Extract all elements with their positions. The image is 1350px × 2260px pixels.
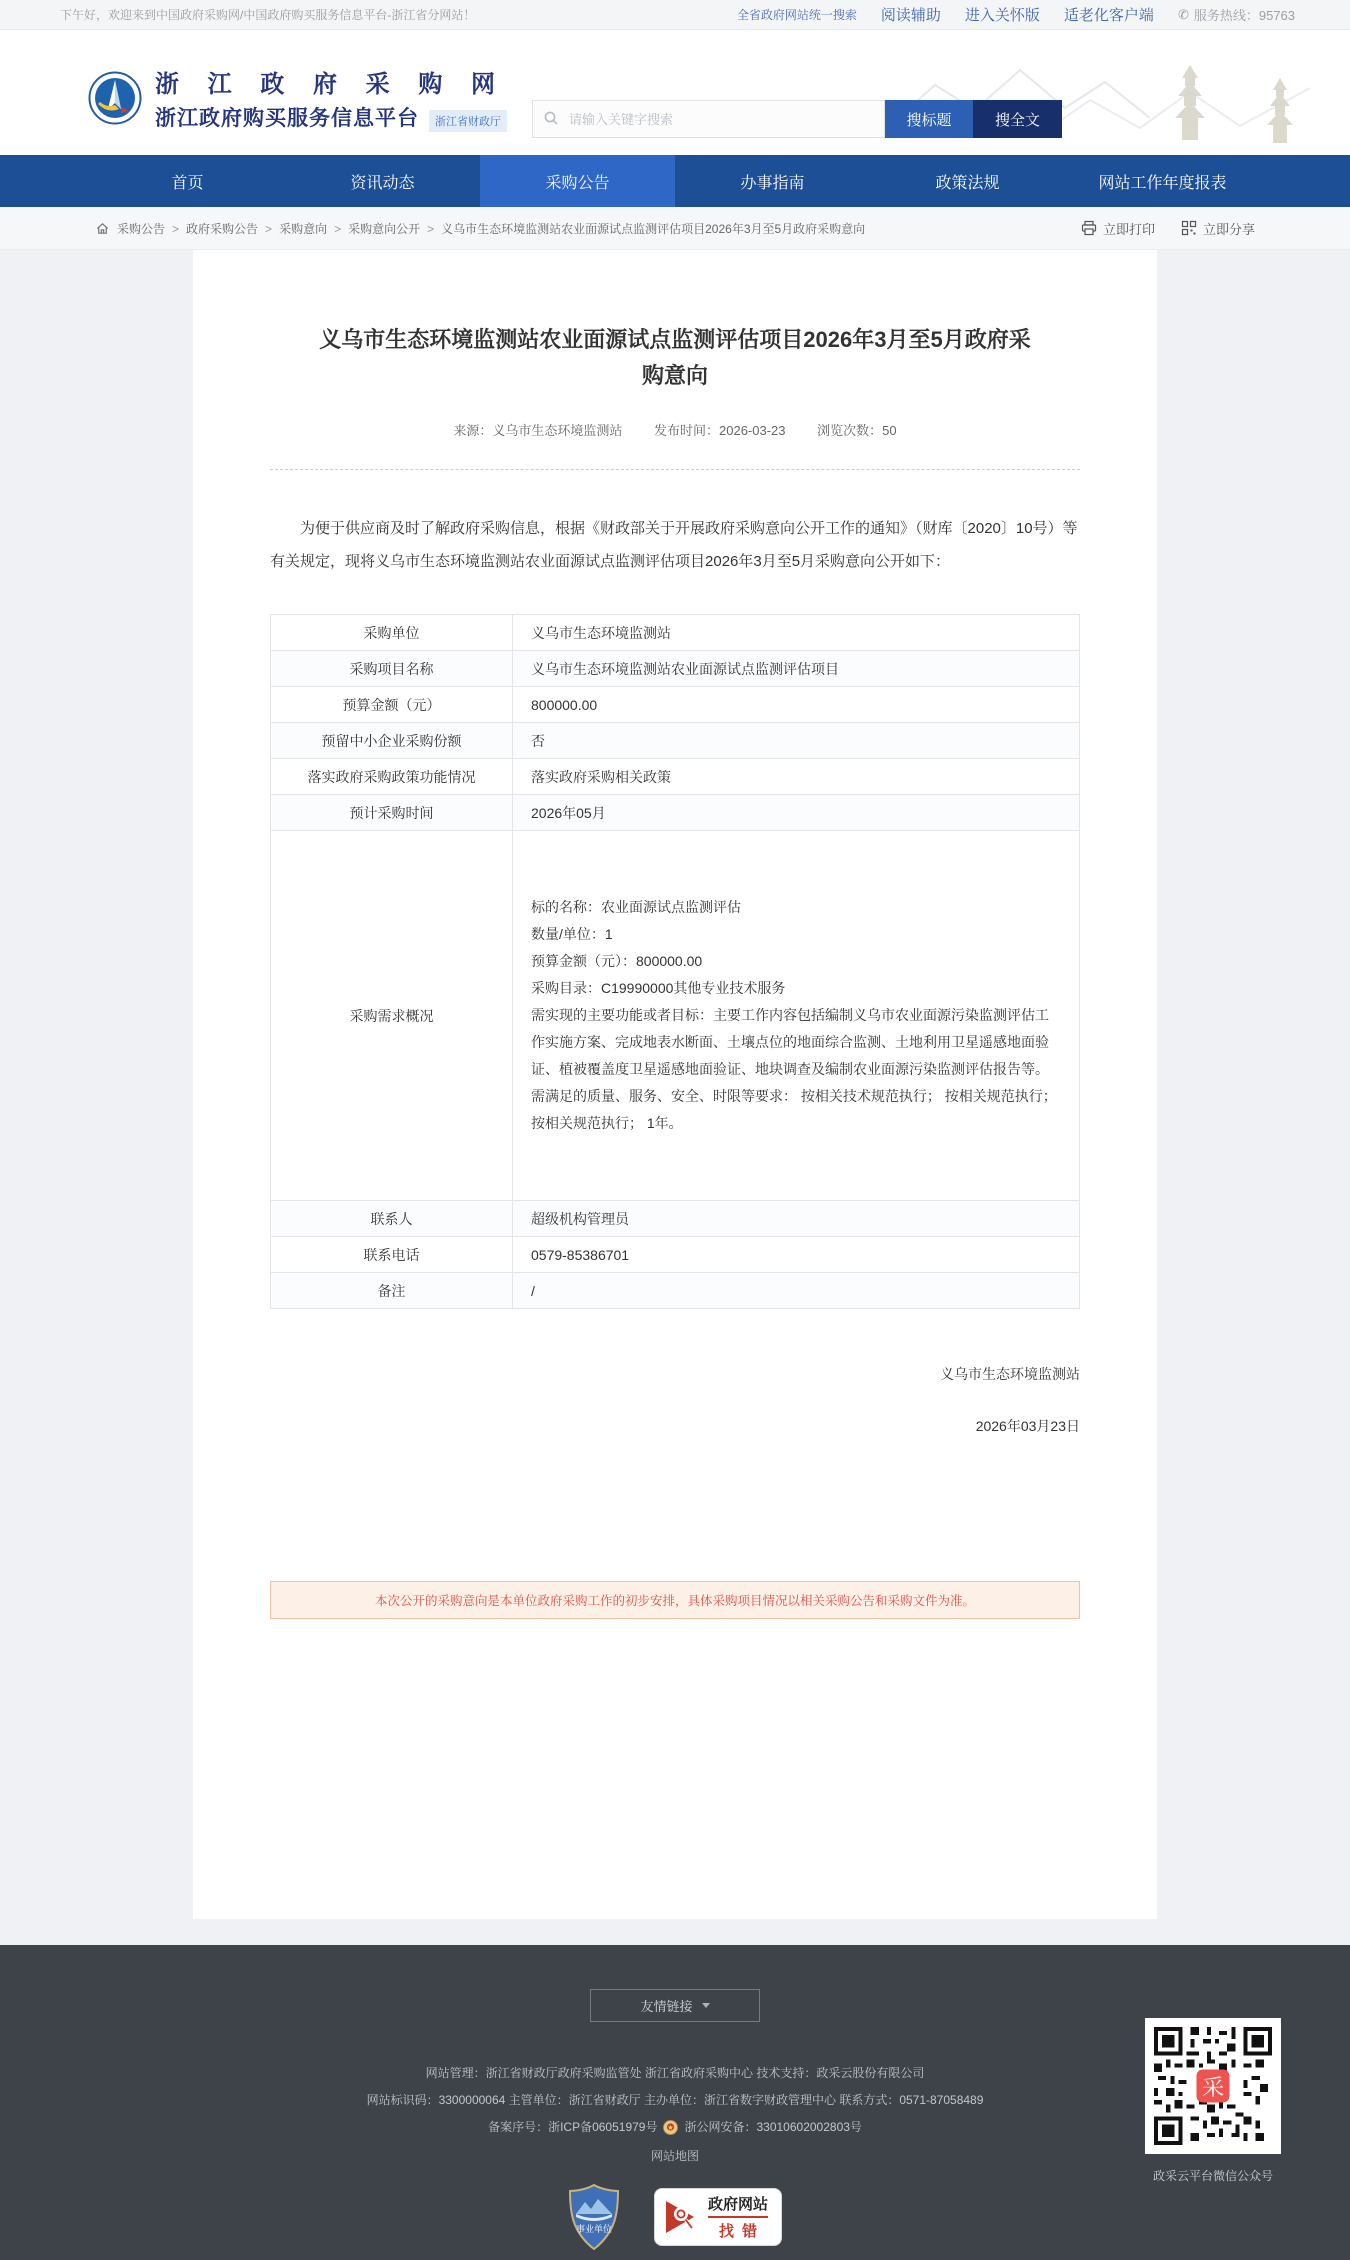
- search-title-button[interactable]: 搜标题: [885, 100, 973, 138]
- article-meta: [270, 420, 1080, 439]
- table-row: 联系人 超级机构管理员: [271, 1201, 1080, 1237]
- icp-number: 备案序号：浙ICP备06051979号: [488, 2120, 658, 2134]
- wechat-qr-code: [1145, 2018, 1281, 2154]
- demand-line: 数量/单位：1: [531, 926, 613, 942]
- meta-views: 浏览次数：50: [817, 423, 897, 438]
- site-name: 浙 江 政 府 采 购 网: [155, 71, 507, 98]
- footer-management-line: 网站管理：浙江省财政厅政府采购监管处 浙江省政府采购中心 技术支持：政采云股份有限公司: [425, 2066, 925, 2080]
- unified-search-link[interactable]: 全省政府网站统一搜索: [736, 8, 857, 22]
- demand-line: 需满足的质量、服务、安全、时限等要求： 按相关技术规范执行； 按相关规范执行； 按相关规范执行； 1年。: [531, 1088, 1057, 1131]
- search-fulltext-button[interactable]: 搜全文: [973, 100, 1062, 138]
- search-input[interactable]: [532, 100, 885, 138]
- meta-source: 来源：义乌市生态环境监测站: [453, 423, 623, 438]
- procurement-table: [270, 614, 1080, 1309]
- table-row-demand: 采购需求概况 标的名称：农业面源试点监测评估 数量/单位：1 预算金额（元）：800000.00 采购目录：C19990000其他专业技术服务 需实现的主要功能或者目标：主要工作内容包括编制义乌市农业面源污染监测评估工作实施方案、完成地表水断面、土壤点位的地面综合监测、土地利用卫星遥感地面验证、植被覆盖度卫星遥感地面验证、地块调查及编制农业面源污染监测评估报告等。 需满足的质量、服务、安全、时限等要求： 按相关技术规范执行； 按相关规范执行； 按相关规范执行； 1年。: [271, 831, 1080, 1201]
- printer-icon: [1081, 220, 1097, 236]
- table-row: 预算金额（元） 800000.00: [271, 687, 1080, 723]
- sitemap-link[interactable]: 网站地图: [650, 2149, 699, 2163]
- dashed-divider: [270, 469, 1080, 470]
- gov-site-error-report-badge[interactable]: [654, 2188, 782, 2246]
- svg-text:采: 采: [1201, 2074, 1225, 2101]
- nav-item-news[interactable]: 资讯动态: [350, 174, 415, 192]
- qr-caption: 政采云平台微信公众号: [1152, 2169, 1273, 2183]
- crumb-current-page: 义乌市生态环境监测站农业面源试点监测评估项目2026年3月至5月政府采购意向: [441, 221, 866, 236]
- print-button[interactable]: 立即打印: [1081, 219, 1155, 238]
- site-header: [0, 30, 1350, 155]
- demand-line: 需实现的主要功能或者目标：主要工作内容包括编制义乌市农业面源污染监测评估工作实施方案、完成地表水断面、土壤点位的地面综合监测、土地利用卫星遥感地面验证、植被覆盖度卫星遥感地面验证、地块调查及编制农业面源污染监测评估报告等。: [531, 1007, 1049, 1077]
- nav-item-home[interactable]: 首页: [171, 174, 204, 192]
- demand-line: 采购目录：C19990000其他专业技术服务: [531, 980, 786, 996]
- public-institution-badge[interactable]: [568, 2184, 620, 2250]
- site-subtitle: 浙江政府购买服务信息平台: [155, 107, 419, 130]
- signature-date: 2026年03月23日: [975, 1418, 1080, 1434]
- nav-item-announcements[interactable]: 采购公告: [480, 155, 675, 207]
- nav-item-guide[interactable]: 办事指南: [740, 174, 805, 192]
- breadcrumb: [95, 220, 1081, 237]
- signature-org: 义乌市生态环境监测站: [940, 1366, 1080, 1382]
- search-icon: [543, 110, 560, 127]
- service-hotline: ✆ 服务热线：95763: [1177, 6, 1295, 23]
- meta-publish-time: 发布时间：2026-03-23: [654, 423, 786, 438]
- table-row: 采购单位 义乌市生态环境监测站: [271, 615, 1080, 651]
- nav-item-annual-report[interactable]: 网站工作年度报表: [1098, 174, 1227, 192]
- table-row: 落实政府采购政策功能情况 落实政府采购相关政策: [271, 759, 1080, 795]
- crumb-intention-public[interactable]: 采购意向公开 >: [348, 220, 441, 237]
- crumb-announcements[interactable]: 采购公告 >: [117, 220, 186, 237]
- phone-icon: ✆: [1177, 6, 1189, 22]
- crumb-intention[interactable]: 采购意向 >: [279, 220, 348, 237]
- share-button[interactable]: 立即分享: [1181, 219, 1255, 238]
- page-title: 义乌市生态环境监测站农业面源试点监测评估项目2026年3月至5月政府采购意向: [319, 327, 1031, 388]
- chevron-down-icon: [702, 2003, 710, 2008]
- gov-badge-subtitle: 找错: [719, 2223, 766, 2240]
- care-version-link[interactable]: 进入关怀版: [964, 7, 1040, 24]
- national-emblem-icon: [663, 2120, 678, 2135]
- footer-identity-line: 网站标识码：3300000064 主管单位：浙江省财政厅 主办单位：浙江省数字财政管理中心 联系方式：0571-87058489: [366, 2093, 984, 2107]
- demand-line: 预算金额（元）：800000.00: [531, 953, 703, 969]
- table-row: 预计采购时间 2026年05月: [271, 795, 1080, 831]
- intro-paragraph: 为便于供应商及时了解政府采购信息，根据《财政部关于开展政府采购意向公开工作的通知》（财库〔2020〕10号）等有关规定，现将义乌市生态环境监测站农业面源试点监测评估项目2026年3月至5月采购意向公开如下：: [270, 520, 1078, 570]
- table-row: 备注 /: [271, 1273, 1080, 1309]
- site-logo-emblem: [88, 71, 142, 125]
- error-report-magnifier-icon: [664, 2198, 700, 2236]
- demand-line: 标的名称：农业面源试点监测评估: [531, 899, 741, 915]
- reading-aid-link[interactable]: 阅读辅助: [880, 7, 941, 24]
- breadcrumb-bar: [0, 207, 1350, 250]
- welcome-text: 下午好，欢迎来到中国政府采购网/中国政府购买服务信息平台-浙江省分网站！: [60, 8, 476, 22]
- table-row: 采购项目名称 义乌市生态环境监测站农业面源试点监测评估项目: [271, 651, 1080, 687]
- qr-share-icon: [1181, 220, 1197, 236]
- shield-badge-label: 事业单位: [575, 2224, 612, 2234]
- signature-block: [270, 1364, 1080, 1436]
- crumb-gov-announcements[interactable]: 政府采购公告 >: [186, 220, 279, 237]
- main-nav: [0, 155, 1350, 207]
- table-row: 联系电话 0579-85386701: [271, 1237, 1080, 1273]
- top-bar: [0, 0, 1350, 30]
- home-icon[interactable]: [95, 221, 110, 236]
- table-row: 预留中小企业采购份额 否: [271, 723, 1080, 759]
- finance-dept-badge: 浙江省财政厅: [429, 110, 507, 132]
- nav-item-policies[interactable]: 政策法规: [935, 174, 1000, 192]
- police-record-number: 浙公网安备：33010602002803号: [684, 2120, 862, 2134]
- elderly-client-link[interactable]: 适老化客户端: [1063, 7, 1154, 24]
- site-footer: [0, 1945, 1350, 2260]
- search-box: [532, 100, 1062, 138]
- gov-badge-title: 政府网站: [708, 2193, 768, 2218]
- article-card: [193, 250, 1157, 1919]
- disclaimer-notice: 本次公开的采购意向是本单位政府采购工作的初步安排，具体采购项目情况以相关采购公告和采购文件为准。: [270, 1581, 1080, 1619]
- friendly-links-dropdown[interactable]: 友情链接: [590, 1989, 760, 2022]
